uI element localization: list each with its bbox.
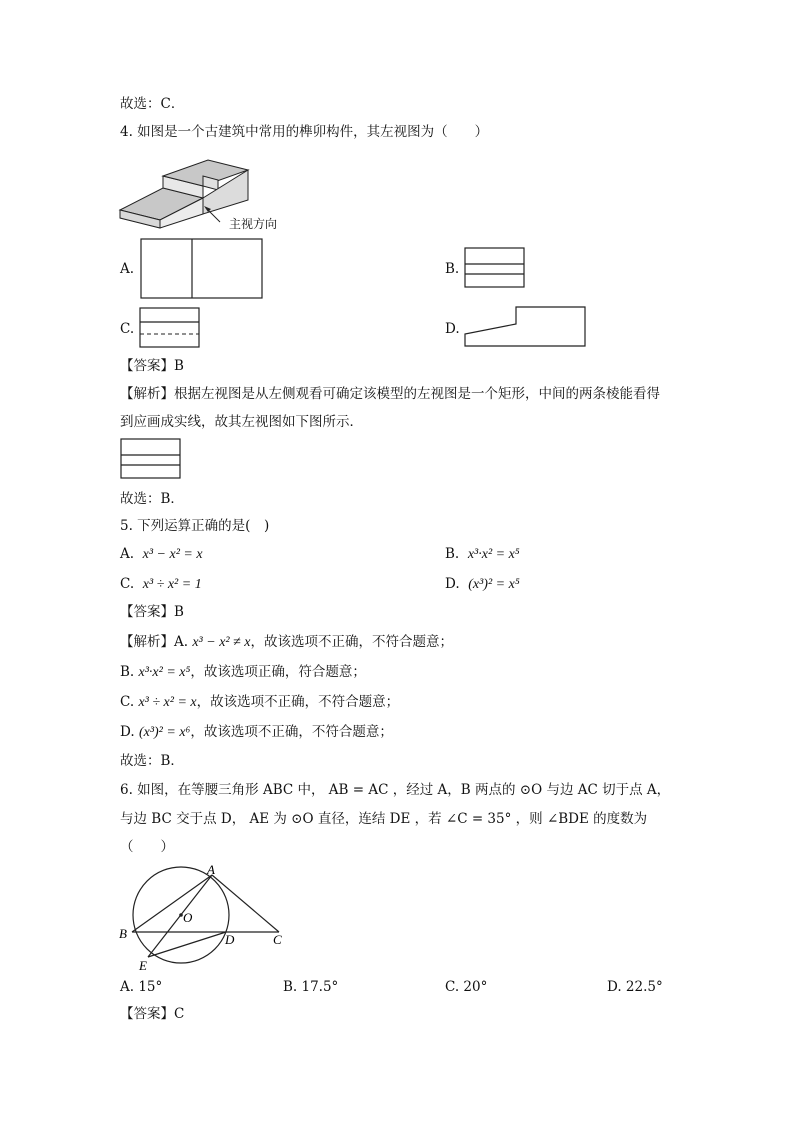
q5-option-a	[120, 545, 203, 564]
q6-stem-line3: （ ）	[120, 839, 174, 855]
q5-option-b	[445, 545, 520, 564]
q5-option-d-label: D.	[445, 576, 460, 592]
q4-analysis-line1: 【解析】根据左视图是从左侧观看可确定该模型的左视图是一个矩形，中间的两条棱能看得	[120, 386, 660, 402]
q5-analysis-d-text: ，故该选项不正确，不符合题意；	[190, 724, 393, 740]
q5-analysis-b-text: ，故该选项正确，符合题意；	[190, 664, 366, 680]
q5-option-b-expr: x³·x² = x⁵	[467, 547, 520, 562]
q5-option-d-expr: (x³)² = x⁵	[468, 577, 520, 592]
q6-point-e-label: E	[139, 958, 147, 973]
q6-geometry-figure	[115, 862, 295, 974]
q5-analysis-c-text: ，故该选项不正确，不符合题意；	[196, 694, 400, 710]
q4-option-a-label: A.	[120, 261, 135, 277]
q5-option-b-label: B.	[445, 546, 460, 562]
q4-option-b-figure	[464, 247, 526, 289]
q6-option-d: D. 22.5°	[607, 979, 663, 995]
q5-option-c	[120, 575, 202, 594]
q6-answer: 【答案】C	[120, 1006, 185, 1022]
q4-option-c-figure	[139, 307, 201, 349]
q5-analysis-a-text: ，故该选项不正确，不符合题意；	[250, 634, 454, 650]
q4-answer-figure	[120, 438, 182, 480]
q6-point-c-label: C	[273, 932, 282, 947]
q5-analysis-d	[120, 723, 393, 742]
q5-analysis-b-prefix: B.	[120, 664, 139, 680]
q6-option-c: C. 20°	[445, 979, 488, 995]
q4-option-d-label: D.	[445, 321, 460, 337]
q5-option-a-label: A.	[120, 546, 135, 562]
q6-point-b-label: B	[119, 926, 127, 941]
q5-analysis-d-expr: (x³)² = x⁶	[138, 725, 191, 740]
q5-analysis-b	[120, 663, 366, 682]
q6-option-b: B. 17.5°	[283, 979, 339, 995]
q5-analysis-a-prefix: 【解析】A.	[120, 634, 193, 650]
q4-option-b-label: B.	[445, 261, 460, 277]
q4-view-direction-label: 主视方向	[229, 217, 278, 231]
q5-analysis-b-expr: x³·x² = x⁵	[138, 665, 191, 680]
q5-option-d	[445, 575, 520, 594]
q6-point-d-label: D	[225, 932, 235, 947]
q5-stem: 5. 下列运算正确的是( )	[120, 518, 270, 534]
q6-option-a: A. 15°	[120, 979, 163, 995]
q4-analysis-line2: 到应画成实线，故其左视图如下图所示．	[120, 414, 363, 430]
q4-stem: 4. 如图是一个古建筑中常用的榫卯构件，其左视图为（ ）	[120, 124, 489, 140]
q4-answer: 【答案】B	[120, 358, 184, 374]
q5-answer: 【答案】B	[120, 604, 184, 620]
q4-conclusion: 故选：B．	[120, 491, 184, 507]
q5-conclusion: 故选：B．	[120, 753, 184, 769]
q4-option-a-figure	[140, 238, 264, 300]
q3-conclusion: 故选：C．	[120, 96, 185, 112]
q5-analysis-a	[120, 633, 453, 652]
q6-stem-line2: 与边 BC 交于点 D， AE 为 ⊙O 直径，连结 DE ，若 ∠C = 35° ，则 ∠BDE 的度数为	[120, 811, 648, 827]
q6-stem-line1: 6. 如图，在等腰三角形 ABC 中， AB = AC ，经过 A，B 两点的 ⊙O 与边 AC 切于点 A，	[120, 782, 671, 798]
q5-option-a-expr: x³ − x² = x	[142, 547, 203, 562]
q5-analysis-c	[120, 693, 399, 712]
q4-option-d-figure	[464, 306, 588, 348]
q6-point-a-label: A	[207, 862, 215, 877]
q5-option-c-expr: x³ ÷ x² = 1	[142, 577, 202, 592]
q5-analysis-d-prefix: D.	[120, 724, 139, 740]
q4-option-c-label: C.	[120, 321, 135, 337]
q5-option-c-label: C.	[120, 576, 135, 592]
q5-analysis-a-expr: x³ − x² ≠ x	[192, 635, 251, 650]
q6-point-o-label: O	[183, 910, 193, 925]
q5-analysis-c-expr: x³ ÷ x² = x	[138, 695, 197, 710]
q5-analysis-c-prefix: C.	[120, 694, 139, 710]
